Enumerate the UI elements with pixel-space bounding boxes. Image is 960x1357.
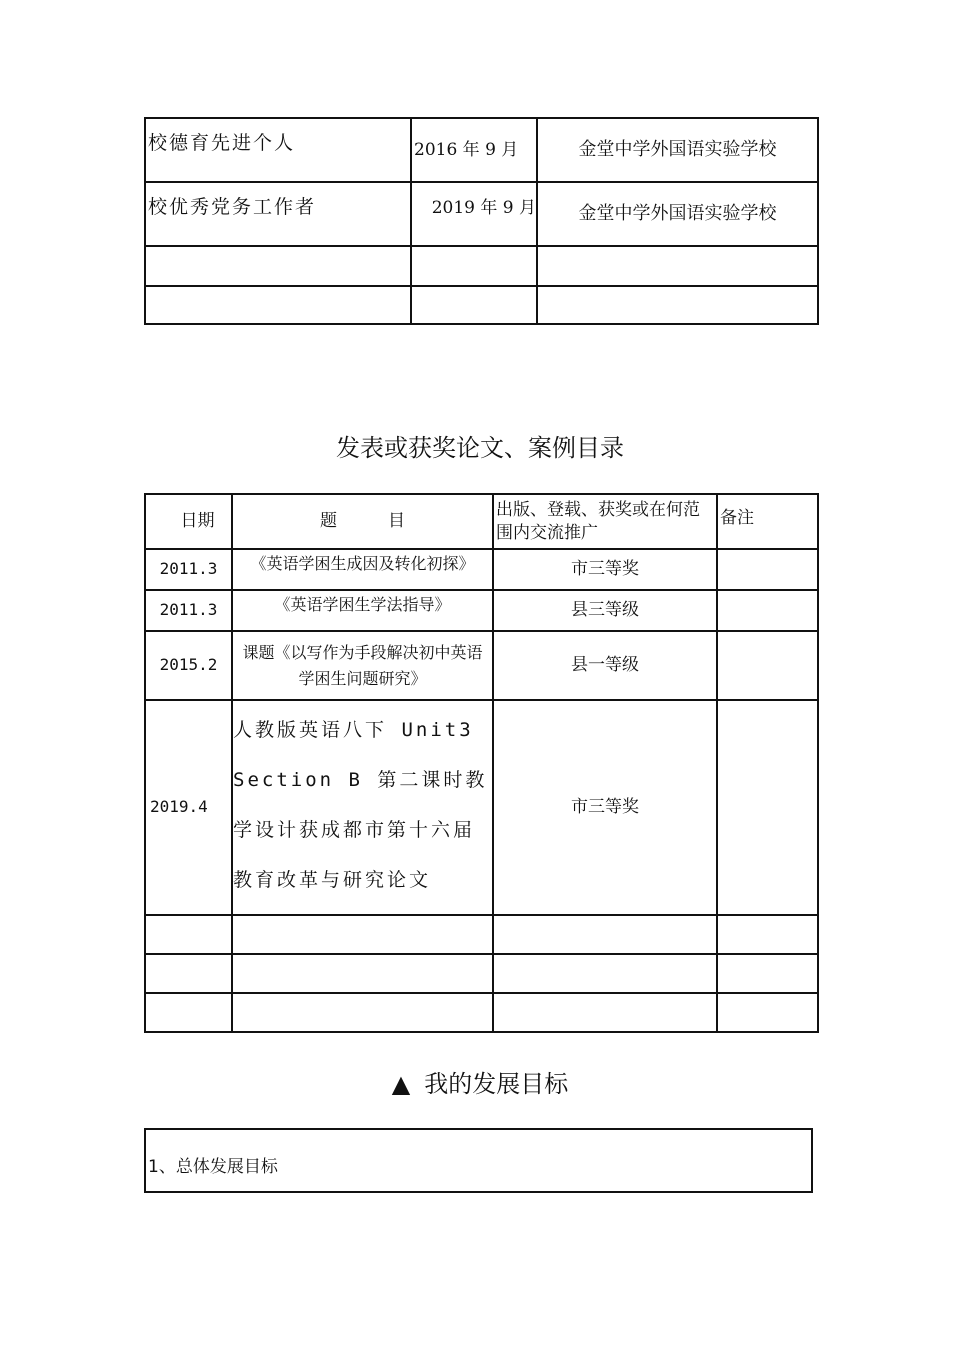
paper-date: 2019.4 bbox=[145, 700, 232, 915]
paper-note bbox=[717, 915, 818, 954]
table-row bbox=[145, 915, 818, 954]
honor-date-text: 2016 年 9 月 bbox=[414, 139, 519, 160]
paper-topic: 课题《以写作为手段解决初中英语学困生问题研究》 bbox=[232, 631, 493, 700]
table-row bbox=[145, 590, 818, 631]
honor-title bbox=[145, 286, 411, 324]
honor-date bbox=[411, 118, 537, 182]
goal-item-box bbox=[144, 1128, 813, 1193]
honor-date bbox=[411, 182, 537, 246]
goals-heading bbox=[0, 1064, 960, 1099]
paper-date: 2011.3 bbox=[145, 590, 232, 631]
paper-note bbox=[717, 549, 818, 590]
paper-scope: 市三等奖 bbox=[493, 549, 717, 590]
honor-title: 校德育先进个人 bbox=[145, 118, 411, 182]
honor-issuer: 金堂中学外国语实验学校 bbox=[537, 182, 818, 246]
triangle-up-icon: ▲ bbox=[391, 1070, 411, 1098]
header-topic: 题 目 bbox=[232, 494, 493, 549]
honor-date-text: 2019 年 9 月 bbox=[431, 198, 536, 218]
honor-issuer: 金堂中学外国语实验学校 bbox=[537, 118, 818, 182]
paper-date bbox=[145, 993, 232, 1032]
papers-table bbox=[144, 493, 819, 1033]
paper-topic: 《英语学困生学法指导》 bbox=[232, 590, 493, 631]
table-row bbox=[145, 286, 818, 324]
honors-table bbox=[144, 117, 819, 325]
paper-topic bbox=[232, 915, 493, 954]
paper-scope bbox=[493, 954, 717, 993]
paper-date bbox=[145, 915, 232, 954]
table-row bbox=[145, 182, 818, 246]
table-header-row bbox=[145, 494, 818, 549]
papers-section-title: 发表或获奖论文、案例目录 bbox=[336, 434, 624, 462]
honor-date bbox=[411, 246, 537, 286]
paper-scope bbox=[493, 915, 717, 954]
paper-topic bbox=[232, 954, 493, 993]
honor-title bbox=[145, 246, 411, 286]
paper-note bbox=[717, 700, 818, 915]
paper-date bbox=[145, 954, 232, 993]
honor-title: 校优秀党务工作者 bbox=[145, 182, 411, 246]
table-row bbox=[145, 700, 818, 915]
table-row bbox=[145, 246, 818, 286]
paper-scope: 市三等奖 bbox=[493, 700, 717, 915]
honor-date bbox=[411, 286, 537, 324]
paper-topic: 《英语学困生成因及转化初探》 bbox=[232, 549, 493, 590]
paper-scope: 县一等级 bbox=[493, 631, 717, 700]
paper-date: 2011.3 bbox=[145, 549, 232, 590]
table-row bbox=[145, 631, 818, 700]
paper-note bbox=[717, 954, 818, 993]
paper-topic: 人教版英语八下 Unit3 Section B 第二课时教学设计获成都市第十六届教育改革与研究论文 bbox=[232, 700, 493, 915]
table-row bbox=[145, 118, 818, 182]
goals-title: 我的发展目标 bbox=[424, 1070, 569, 1098]
goal-item-label: 1、总体发展目标 bbox=[148, 1157, 278, 1177]
paper-note bbox=[717, 993, 818, 1032]
table-row bbox=[145, 993, 818, 1032]
paper-topic bbox=[232, 993, 493, 1032]
honor-issuer bbox=[537, 246, 818, 286]
table-row bbox=[145, 549, 818, 590]
header-date: 日期 bbox=[145, 494, 232, 549]
paper-scope: 县三等级 bbox=[493, 590, 717, 631]
paper-scope bbox=[493, 993, 717, 1032]
paper-date: 2015.2 bbox=[145, 631, 232, 700]
table-row bbox=[145, 954, 818, 993]
header-scope: 出版、登载、获奖或在何范围内交流推广 bbox=[493, 494, 717, 549]
honor-issuer bbox=[537, 286, 818, 324]
paper-note bbox=[717, 590, 818, 631]
paper-note bbox=[717, 631, 818, 700]
header-note: 备注 bbox=[717, 494, 818, 549]
